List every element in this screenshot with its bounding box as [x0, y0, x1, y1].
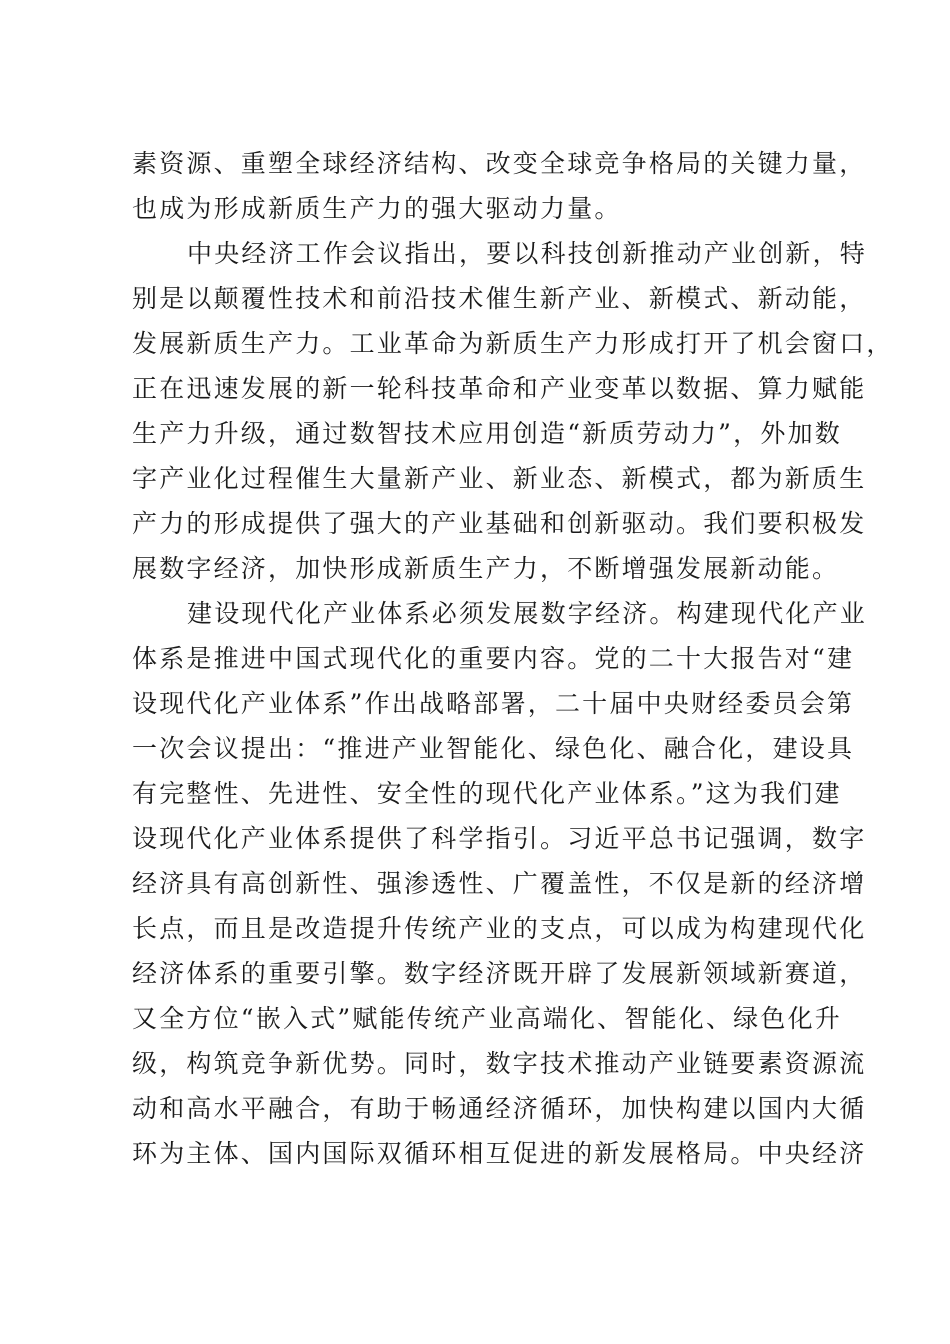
text-line: 体系是推进中国式现代化的重要内容。党的二十大报告对“建 — [132, 644, 855, 673]
text-line: 设现代化产业体系”作出战略部署，二十届中央财经委员会第 — [132, 689, 855, 718]
text-line: 级，构筑竞争新优势。同时，数字技术推动产业链要素资源流 — [132, 1049, 867, 1078]
text-line: 建设现代化产业体系必须发展数字经济。构建现代化产业 — [187, 599, 868, 628]
text-line: 长点，而且是改造提升传统产业的支点，可以成为构建现代化 — [132, 914, 867, 943]
text-line: 有完整性、先进性、安全性的现代化产业体系。”这为我们建 — [132, 779, 842, 808]
text-line: 动和高水平融合，有助于畅通经济循环，加快构建以国内大循 — [132, 1094, 867, 1123]
text-line: 设现代化产业体系提供了科学指引。习近平总书记强调，数字 — [132, 824, 867, 853]
text-line: 发展新质生产力。工业革命为新质生产力形成打开了机会窗口， — [132, 329, 894, 358]
text-line: 素资源、重塑全球经济结构、改变全球竞争格局的关键力量， — [132, 149, 867, 178]
text-line: 又全方位“嵌入式”赋能传统产业高端化、智能化、绿色化升 — [132, 1004, 842, 1033]
body-text — [132, 141, 894, 1176]
text-line: 经济体系的重要引擎。数字经济既开辟了发展新领域新赛道， — [132, 959, 867, 988]
text-line: 展数字经济，加快形成新质生产力，不断增强发展新动能。 — [132, 554, 840, 583]
text-line: 一次会议提出：“推进产业智能化、绿色化、融合化，建设具 — [132, 734, 855, 763]
text-line: 环为主体、国内国际双循环相互促进的新发展格局。中央经济 — [132, 1139, 867, 1168]
text-line: 中央经济工作会议指出，要以科技创新推动产业创新，特 — [187, 239, 868, 268]
text-line: 生产力升级，通过数智技术应用创造“新质劳动力”，外加数 — [132, 419, 842, 448]
text-line: 字产业化过程催生大量新产业、新业态、新模式，都为新质生 — [132, 464, 867, 493]
text-line: 也成为形成新质生产力的强大驱动力量。 — [132, 194, 622, 223]
text-line: 别是以颠覆性技术和前沿技术催生新产业、新模式、新动能， — [132, 284, 867, 313]
text-line: 正在迅速发展的新一轮科技革命和产业变革以数据、算力赋能 — [132, 374, 867, 403]
text-line: 产力的形成提供了强大的产业基础和创新驱动。我们要积极发 — [132, 509, 867, 538]
text-line: 经济具有高创新性、强渗透性、广覆盖性，不仅是新的经济增 — [132, 869, 867, 898]
